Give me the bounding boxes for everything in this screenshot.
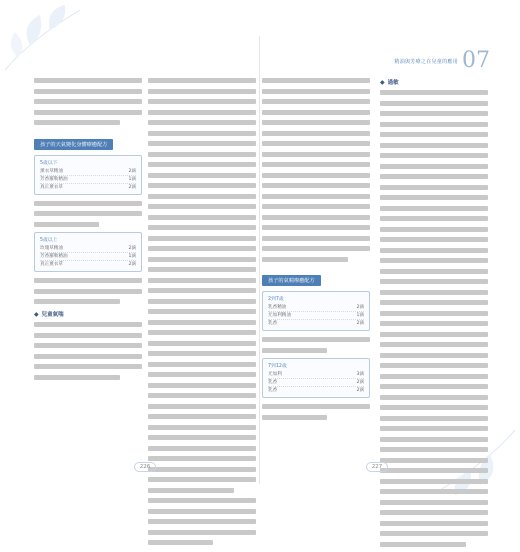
section-heading: ◆ 過敏 [380, 78, 399, 86]
recipe-row: 真正薰衣草 2滴 [40, 262, 136, 267]
recipe-row: 尤加利 3滴 [268, 372, 364, 377]
recipe-row: 芳香羅勒精油 1滴 [40, 254, 136, 259]
page-number: 227 [366, 462, 388, 472]
book-spine [259, 36, 260, 484]
recipe-box-title: 5歲以下 [40, 160, 58, 166]
recipe-tag: 孩子的氣喘療癒配方 [262, 275, 321, 286]
recipe-box [34, 155, 142, 195]
right-page-column-1 [262, 78, 370, 425]
chapter-number: 07 [462, 48, 490, 73]
recipe-tag: 孩子的天氣變化身體療癒配方 [34, 139, 113, 150]
recipe-row: 乳香 2滴 [268, 321, 364, 326]
recipe-box-title: 7到12歲 [268, 364, 287, 369]
recipe-row: 玫瑰草精油 2滴 [40, 246, 136, 251]
recipe-box [34, 232, 142, 272]
recipe-box-title: 2到7歲 [268, 297, 284, 302]
recipe-box [262, 291, 370, 331]
left-page-column-2 [148, 78, 256, 551]
recipe-row: 真正薰衣草 2滴 [40, 184, 136, 190]
recipe-box-title: 5歲以上 [40, 238, 58, 243]
recipe-row: 乳香 2滴 [268, 388, 364, 393]
chapter-title: 精油與芳療之在兒童的應用 [394, 58, 458, 65]
recipe-row: 乳香精油 2滴 [268, 305, 364, 310]
recipe-box [262, 358, 370, 398]
diamond-bullet-icon: ◆ [380, 78, 385, 86]
page-number: 226 [134, 462, 156, 472]
recipe-row: 乳香 2滴 [268, 380, 364, 385]
left-page [30, 40, 258, 480]
section-heading: ◆ 兒童氣喘 [34, 310, 64, 318]
chapter-header [394, 50, 490, 72]
diamond-bullet-icon: ◆ [34, 310, 39, 318]
recipe-row: 尤加利精油 1滴 [268, 313, 364, 318]
right-page [262, 40, 490, 480]
recipe-row: 芳香羅勒精油 1滴 [40, 176, 136, 182]
right-page-column-2 [380, 78, 488, 552]
recipe-row: 薰衣草精油 2滴 [40, 168, 136, 174]
left-page-column-1 [34, 78, 142, 385]
